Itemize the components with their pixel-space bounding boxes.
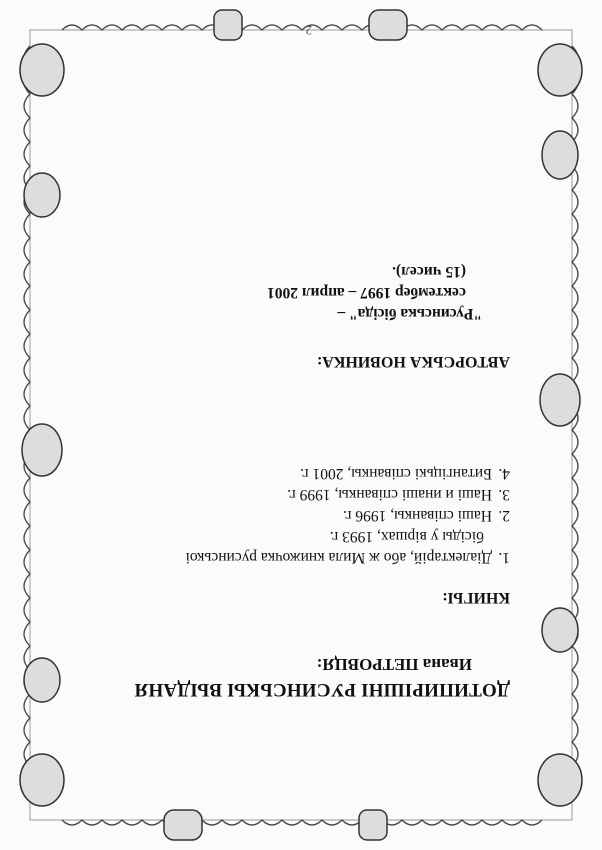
list-item: 2.Нашi співанкы, 1996 г. — [342, 507, 510, 524]
author-line: Ивана ПЕТРОВЦЯ: — [316, 655, 472, 674]
novelty-description: "Русинська бісіда" – сектембер 1997 – април 2001 (15 чисел). — [267, 263, 482, 322]
list-item: 1.Діалектарій, або ж Мила книжочка русинськоі бісіды у віршах, 1993 г. — [185, 528, 510, 566]
page-title: ДОТИПИРІШНІ РУСИНСЬКЫ ВЫДАНЯ — [134, 679, 510, 700]
list-item: 3.Нашi и инашi співанкы, 1999 г. — [287, 486, 510, 503]
books-heading: КНИГЫ: — [442, 589, 510, 606]
page-number: 2 — [305, 23, 312, 38]
books-list — [80, 463, 510, 568]
novelty-heading: АВТОРСЬКА НОВИНКА: — [316, 353, 510, 370]
list-item: 4.Битангіцькі співанкы, 2001 г. — [300, 465, 510, 482]
